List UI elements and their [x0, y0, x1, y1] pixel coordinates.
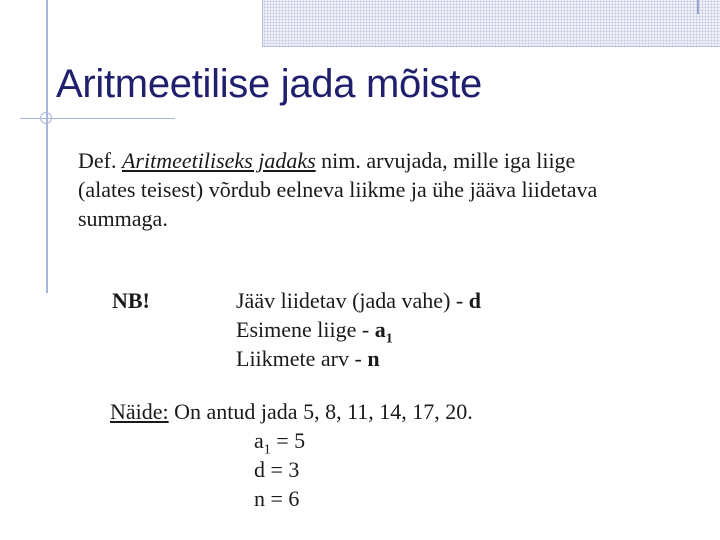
symbol-subscript: 1 [385, 331, 393, 347]
decorative-line [46, 0, 48, 293]
example-body: On antud jada 5, 8, 11, 14, 17, 20. [168, 399, 473, 424]
nb-label: NB! [112, 288, 150, 313]
example-values [254, 426, 305, 513]
nb-list [236, 286, 481, 373]
definition-term: Aritmeetiliseks jadaks [121, 148, 316, 173]
definition-body: nim. arvujada, mille iga liige (alates teisest) võrdub eelneva liikme ja ühe jääva liidetava summaga. [78, 148, 598, 231]
decorative-line [697, 0, 699, 14]
symbol-n: n [367, 346, 380, 371]
value-a1: $a_1 = 5$ [254, 428, 306, 458]
definition-prefix: Def. [78, 148, 122, 173]
definition-text [78, 146, 638, 233]
slide-title: Aritmeetilise jada mõiste [56, 62, 482, 106]
example-text [110, 397, 473, 426]
value-d: d = 3 [254, 457, 300, 482]
symbol-a: a [374, 317, 386, 342]
value-n: n = 6 [254, 486, 300, 511]
example-label: Näide: [110, 399, 169, 424]
decorative-circle [40, 112, 52, 124]
nb-line-count: Liikmete arv - n [236, 346, 380, 371]
nb-line-first-term: Esimene liige - $a_1$ [236, 317, 393, 347]
nb-line-difference: Jääv liidetav (jada vahe) - d [236, 288, 481, 313]
header-decoration [262, 0, 720, 47]
symbol-d: d [468, 288, 481, 313]
